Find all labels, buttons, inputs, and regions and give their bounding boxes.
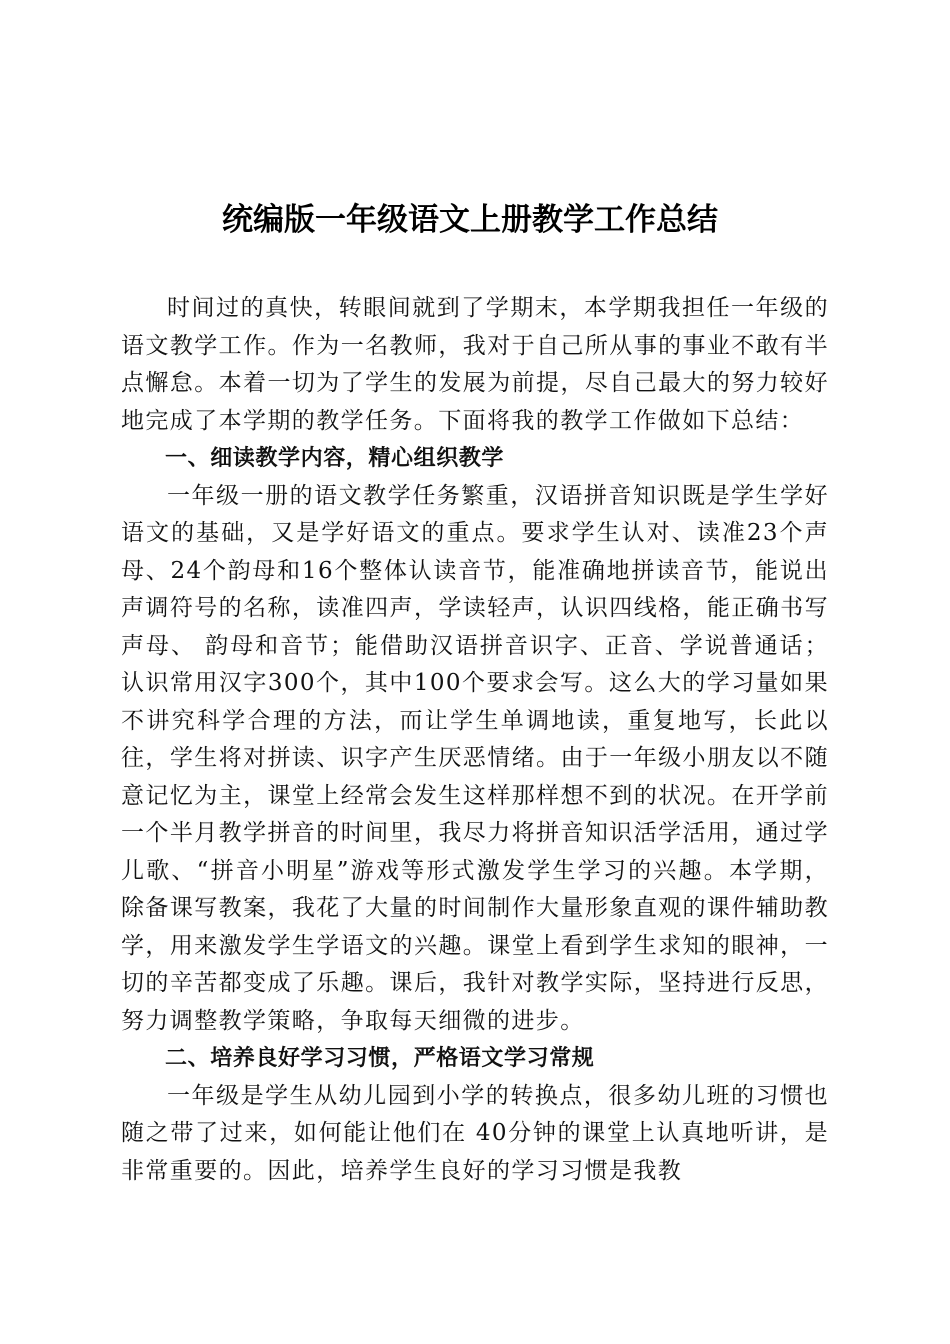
document-title: 统编版一年级语文上册教学工作总结	[222, 202, 718, 238]
section-2-heading: 二、培养良好学习习惯，严格语文学习常规	[165, 1046, 595, 1071]
document-body	[121, 290, 829, 1190]
intro-paragraph: 时间过的真快，转眼间就到了学期末，本学期我担任一年级的语文教学工作。作为一名教师，我对于自己所从事的事业不敢有半点懈怠。本着一切为了学生的发展为前提，尽自己最大的努力较好地完成了本学期的教学任务。下面将我的教学工作做如下总结：	[121, 295, 829, 434]
section-2-paragraph: 一年级是学生从幼儿园到小学的转换点，很多幼儿班的习惯也随之带了过来，如何能让他们在 40分钟的课堂上认真地听讲，是非常重要的。因此，培养学生良好的学习习惯是我教	[121, 1082, 829, 1184]
section-1-heading: 一、细读教学内容，精心组织教学	[165, 446, 505, 471]
section-1-paragraph: 一年级一册的语文教学任务繁重，汉语拼音知识既是学生学好语文的基础，又是学好语文的重点。要求学生认对、读准23个声母、24个韵母和16个整体认读音节，能准确地拼读音节，能说出声调符号的名称，读准四声，学读轻声，认识四线格，能正确书写声母、 韵母和音节；能借助汉语拼音识字、正音、学说普通话；认识常用汉字300个，其中100个要求会写。这么大的学习量如果不讲究科学合理的方法，而让学生单调地读，重复地写，长此以往，学生将对拼读、识字产生厌恶情绪。由于一年级小朋友以不随意记忆为主，课堂上经常会发生这样那样想不到的状况。在开学前一个半月教学拼音的时间里，我尽力将拼音知识活学活用，通过学儿歌、“拼音小明星”游戏等形式激发学生学习的兴趣。本学期，除备课写教案，我花了大量的时间制作大量形象直观的课件辅助教学，用来激发学生学语文的兴趣。课堂上看到学生求知的眼神，一切的辛苦都变成了乐趣。课后，我针对教学实际，坚持进行反思，努力调整教学策略，争取每天细微的进步。	[121, 482, 829, 1034]
